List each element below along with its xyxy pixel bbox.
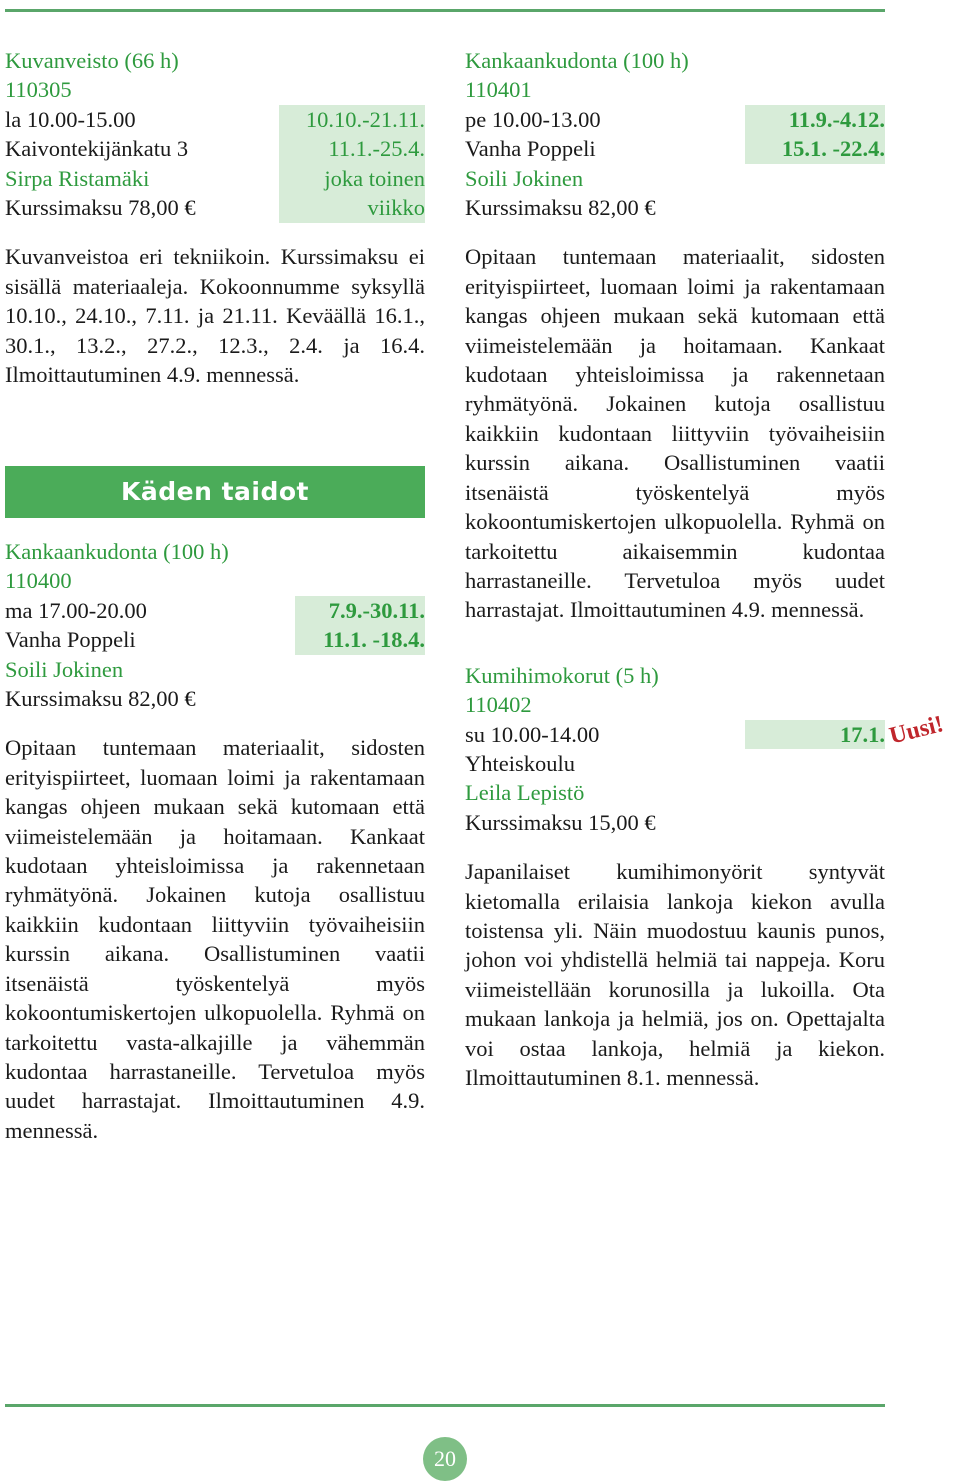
course-schedule xyxy=(465,105,885,164)
course-code: 110402 xyxy=(465,692,532,718)
left-column-lower xyxy=(5,537,425,1145)
course-date: 11.9.-4.12. xyxy=(788,106,885,132)
course-fee: Kurssimaksu 82,00 € xyxy=(5,686,196,712)
course-fee: Kurssimaksu 82,00 € xyxy=(465,195,656,221)
course-description: Kuvanveistoa eri tekniikoin. Kurssimaksu ei sisällä materiaaleja. Kokoonnumme syksyllä 10.10., 24.10., 7.11. ja 21.11. Keväällä 16.1., 30.1., 13.2., 27.2., 12.3., 2.4. ja 16.4. Ilmoittautuminen 4.9. mennessä. xyxy=(5,244,425,388)
course-title: Kumihimokorut (5 h) xyxy=(465,662,659,688)
course-date: 15.1. -22.4. xyxy=(781,136,885,162)
course-code: 110401 xyxy=(465,77,532,103)
course-date: 11.1.-25.4. xyxy=(328,136,425,162)
course-place: Vanha Poppeli xyxy=(465,136,596,162)
course-code: 110305 xyxy=(5,77,72,103)
course-teacher: Sirpa Ristamäki xyxy=(5,165,150,191)
course-title: Kuvanveisto (66 h) xyxy=(5,48,179,73)
course-date: 17.1. xyxy=(840,721,885,747)
course-teacher: Soili Jokinen xyxy=(5,656,124,682)
left-column xyxy=(5,46,425,389)
course-time: ma 17.00-20.00 xyxy=(5,597,147,623)
course-time: su 10.00-14.00 xyxy=(465,721,600,747)
course-time: la 10.00-15.00 xyxy=(5,106,136,132)
course-place: Yhteiskoulu xyxy=(465,750,575,776)
new-badge: Uusi! xyxy=(886,711,947,750)
course-fee: Kurssimaksu 78,00 € xyxy=(5,195,196,221)
course-date: 7.9.-30.11. xyxy=(328,597,425,623)
bottom-rule xyxy=(5,1404,885,1407)
section-banner: Käden taidot xyxy=(5,466,425,518)
course-date: 10.10.-21.11. xyxy=(305,106,425,132)
course-date: 11.1. -18.4. xyxy=(323,627,425,653)
course-110401 xyxy=(465,46,885,625)
course-fee: Kurssimaksu 15,00 € xyxy=(465,809,656,835)
course-place: Vanha Poppeli xyxy=(5,627,136,653)
right-column xyxy=(465,46,885,1092)
course-teacher: Soili Jokinen xyxy=(465,165,584,191)
course-description: Japanilaiset kumihimonyörit syntyvät kietomalla erilaisia lankoja kiekon avulla toistensa yli. Näin muodostuu kaunis punos, johon voi yhdistellä helmiä tai nappeja. Koru viimeistellään korunosilla ja lukoilla. Ota mukaan lankoja ja helmiä, jos on. Opettajalta voi ostaa lankoja, helmiä ja kiekon. Ilmoittautuminen 8.1. mennessä. xyxy=(465,859,885,1090)
course-110305 xyxy=(5,46,425,389)
page-number: 20 xyxy=(423,1437,467,1481)
course-date: viikko xyxy=(367,195,425,221)
course-place: Kaivontekijänkatu 3 xyxy=(5,136,189,162)
course-time: pe 10.00-13.00 xyxy=(465,106,601,132)
course-description: Opitaan tuntemaan materiaalit, sidosten erityispiirteet, luomaan loimi ja rakentamaan kangas ohjeen mukaan sekä kutomaan että viimeistelemään ja hoitamaan. Kankaat kudotaan yhteisloimissa ja rakennetaan ryhmätyönä. Jokainen kutoja osallistuu kaikkiin kudontaan liittyviin työvaiheisiin kurssin aikana. Osallistuminen vaatii itsenäistä työskentelyä myös kokoontumiskertojen ulkopuolella. Ryhmä on tarkoitettu vasta-alkajille ja vähemmän kudontaa harrastaneille. Tervetuloa myös uudet harrastajat. Ilmoittautuminen 4.9. mennessä. xyxy=(5,735,425,1143)
course-teacher: Leila Lepistö xyxy=(465,780,585,806)
course-schedule xyxy=(465,720,885,749)
course-description: Opitaan tuntemaan materiaalit, sidosten erityispiirteet, luomaan loimi ja rakentamaan kangas ohjeen mukaan sekä kutomaan että viimeistelemään ja hoitamaan. Kankaat kudotaan yhteisloimissa ja rakennetaan ryhmätyönä. Jokainen kutoja osallistuu kaikkiin kudontaan liittyviin työvaiheisiin kurssin aikana. Osallistuminen vaatii itsenäistä työskentelyä myös kokoontumiskertojen ulkopuolella. Ryhmä on tarkoitettu aikaisemmin kudontaa harrastaneille. Tervetuloa myös uudet harrastajat. Ilmoittautuminen 4.9. mennessä. xyxy=(465,244,885,623)
course-title: Kankaankudonta (100 h) xyxy=(465,48,689,73)
course-110402 xyxy=(465,661,885,1093)
course-code: 110400 xyxy=(5,568,72,594)
course-date: joka toinen xyxy=(324,165,425,191)
course-schedule xyxy=(5,105,425,223)
course-110400 xyxy=(5,537,425,1145)
top-rule xyxy=(5,9,885,12)
course-schedule xyxy=(5,596,425,655)
course-title: Kankaankudonta (100 h) xyxy=(5,539,229,564)
